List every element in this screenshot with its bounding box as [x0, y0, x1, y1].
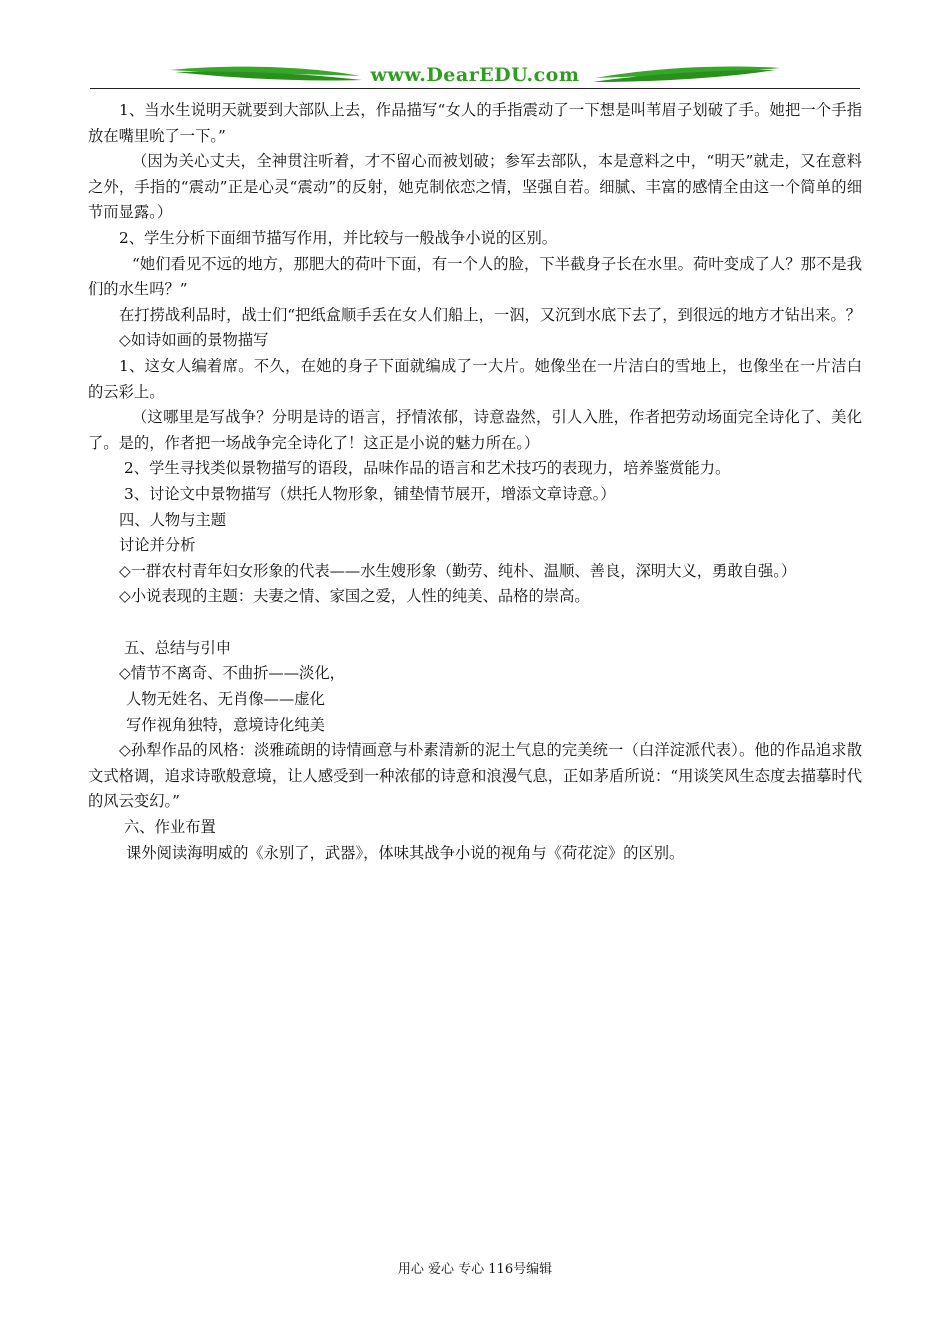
paragraph: 课外阅读海明威的《永别了，武器》，体味其战争小说的视角与《荷花淀》的区别。	[126, 843, 685, 862]
paragraph: 2、学生分析下面细节描写作用，并比较与一般战争小说的区别。	[119, 228, 558, 247]
paragraph: “她们看见不远的地方，那肥大的荷叶下面，有一个人的脸，下半截身子长在水里。荷叶变成了人？那不是我们的水生吗？”	[88, 254, 862, 299]
paragraph: 在打捞战利品时，战士们“把纸盒顺手丢在女人们船上，一泅，又沉到水底下去了，到很远的地方才钻出来。？	[119, 305, 862, 324]
document-body	[88, 98, 862, 866]
section-heading: 五、总结与引申	[124, 638, 232, 657]
paragraph: （这哪里是写战争？分明是诗的语言，抒情浓郁，诗意盎然，引人入胜，作者把劳动场面完全诗化了、美化了。是的，作者把一场战争完全诗化了！这正是小说的魅力所在。）	[88, 408, 862, 452]
paragraph: 人物无姓名、无肖像——虚化	[126, 690, 325, 709]
site-logo-text: www.DearEDU.com	[370, 64, 580, 86]
section-heading: 六、作业布置	[124, 818, 216, 837]
paragraph: 2、学生寻找类似景物描写的语段，品味作品的语言和艺术技巧的表现力，培养鉴赏能力。	[124, 459, 731, 478]
paragraph: （因为关心丈夫，全神贯注听着，才不留心而被划破；参军去部队，本是意料之中，“明天”就走，又在意料之外，手指的“震动”正是心灵“震动”的反射，她克制依恋之情，坚强自若。细腻、丰富的感情全由这一个简单的细节而显露。）	[88, 152, 862, 222]
paragraph: ◇小说表现的主题：夫妻之情、家国之爱，人性的纯美、品格的崇高。	[119, 587, 590, 606]
paragraph: 1、这女人编着席。不久，在她的身子下面就编成了一大片。她像坐在一片洁白的雪地上，也像坐在一片洁白的云彩上。	[88, 356, 862, 401]
paragraph: 写作视角独特，意境诗化纯美	[126, 715, 325, 734]
paragraph: ◇情节不离奇、不曲折——淡化，	[119, 664, 345, 683]
paragraph: ◇如诗如画的景物描写	[119, 331, 269, 350]
header-rule	[90, 88, 860, 89]
section-heading: 四、人物与主题	[119, 510, 227, 529]
paragraph: 讨论并分析	[119, 536, 196, 555]
paragraph: 3、讨论文中景物描写（烘托人物形象，铺垫情节展开，增添文章诗意。）	[124, 484, 616, 503]
page-footer: 用心 爱心 专心 116号编辑	[397, 1262, 553, 1277]
paragraph: ◇一群农村青年妇女形象的代表——水生嫂形象（勤劳、纯朴、温顺、善良，深明大义，勇敢自强。）	[119, 561, 797, 580]
paragraph: ◇孙犁作品的风格：淡雅疏朗的诗情画意与朴素清新的泥土气息的完美统一（白洋淀派代表）。他的作品追求散文式格调，追求诗歌般意境，让人感受到一种浓郁的诗意和浪漫气息，正如茅盾所说：“用谈笑风生态度去描摹时代的风云变幻。”	[88, 741, 862, 811]
paragraph: 1、当水生说明天就要到大部队上去，作品描写“女人的手指震动了一下想是叫苇眉子划破了手。她把一个手指放在嘴里吮了一下。”	[88, 101, 862, 145]
